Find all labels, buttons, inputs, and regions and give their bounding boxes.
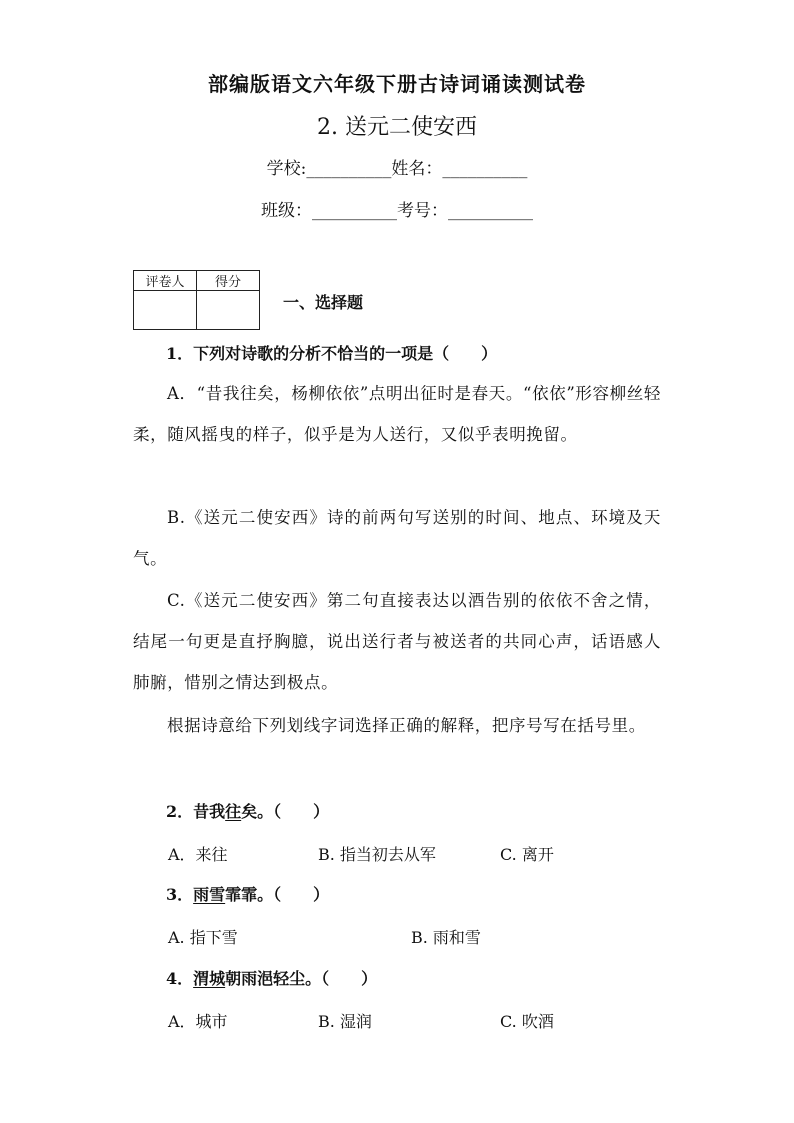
question-1-option-a: A．“昔我往矣，杨柳依依”点明出征时是春天。“依依”形容柳丝轻柔，随风摇曳的样子，似乎是为人送行，又似乎表明挽留。: [133, 384, 661, 444]
question-3-underlined: 雨雪: [193, 885, 226, 904]
question-1-option-c: C.《送元二使安西》第二句直接表达以酒告别的依依不舍之情，结尾一句更是直抒胸臆，说出送行者与被送者的共同心声，话语感人肺腑，惜别之情达到极点。: [133, 591, 661, 692]
question-4-underlined: 渭城: [193, 969, 226, 988]
question-2-pre: 昔我: [193, 802, 226, 821]
school-name-line: 学校:__________姓名：__________: [266, 159, 528, 179]
grader-header: 评卷人: [134, 271, 197, 291]
score-cell[interactable]: [197, 291, 260, 330]
question-1-option-b: B.《送元二使安西》诗的前两句写送别的时间、地点、环境及天气。: [133, 508, 661, 568]
question-2-option-c: C. 离开: [500, 845, 554, 864]
question-3-number: 3．: [166, 885, 194, 904]
question-4-stem: [166, 966, 377, 989]
instruction-text: 根据诗意给下列划线字词选择正确的解释，把序号写在括号里。: [167, 716, 646, 735]
poem-title: 2. 送元二使安西: [317, 115, 477, 140]
question-2-option-a: A．来往: [168, 845, 228, 864]
class-number-line: 班级：__________考号：__________: [261, 201, 533, 221]
question-2-underlined: 往: [225, 802, 242, 821]
question-4-post: 朝雨浥轻尘。（ ）: [225, 969, 378, 988]
question-4-option-a: A．城市: [168, 1012, 228, 1031]
question-3-stem: [166, 882, 329, 905]
question-3-post: 霏霏。（ ）: [225, 885, 330, 904]
question-2-stem: [166, 799, 329, 822]
question-1-stem: 1．下列对诗歌的分析不恰当的一项是（ ）: [166, 344, 498, 363]
question-2-number: 2．: [166, 802, 194, 821]
grading-table: [133, 270, 260, 330]
question-4-option-c: C. 吹酒: [500, 1012, 554, 1031]
question-4-number: 4．: [166, 969, 194, 988]
document-title: 部编版语文六年级下册古诗词诵读测试卷: [208, 72, 586, 96]
question-2-post: 矣。（ ）: [241, 802, 330, 821]
section-heading: 一、选择题: [283, 293, 364, 312]
score-header: 得分: [197, 271, 260, 291]
question-3-option-a: A. 指下雪: [168, 928, 238, 947]
question-3-option-b: B. 雨和雪: [411, 928, 481, 947]
grader-cell[interactable]: [134, 291, 197, 330]
question-2-option-b: B. 指当初去从军: [318, 845, 436, 864]
question-4-option-b: B. 湿润: [318, 1012, 372, 1031]
